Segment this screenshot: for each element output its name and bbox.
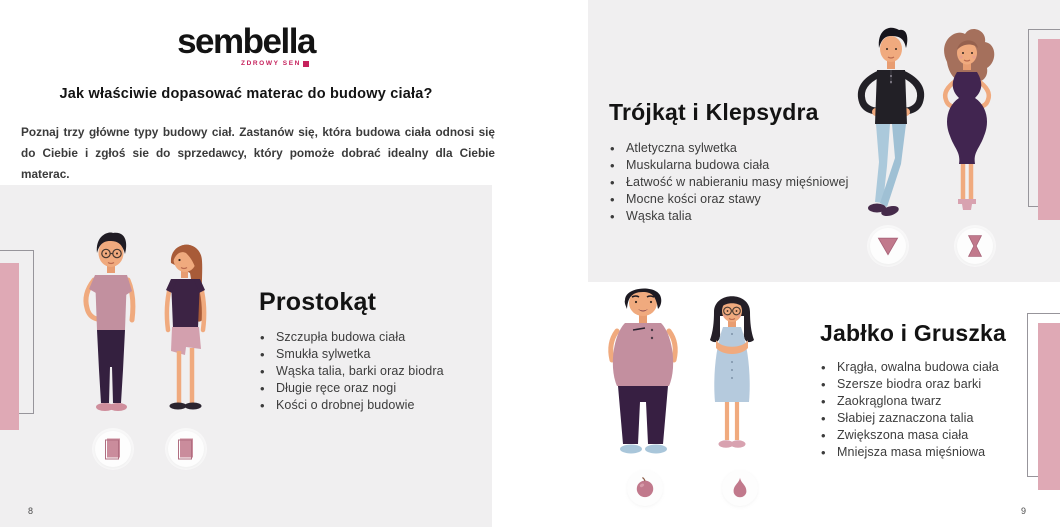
brand-tagline: ZDROWY SEN xyxy=(0,60,492,67)
bullet-item: • Szersze biodra oraz barki xyxy=(820,376,1050,393)
bullet-item: • Szczupła budowa ciała xyxy=(259,329,489,346)
hourglass-woman-illustration xyxy=(933,28,1003,220)
pear-shape-icon xyxy=(722,470,758,506)
bullet-item: • Krągła, owalna budowa ciała xyxy=(820,359,1050,376)
apple-shape-icon xyxy=(627,470,663,506)
slim-woman-illustration xyxy=(155,235,217,425)
bullet-item: • Smukła sylwetka xyxy=(259,346,489,363)
bullet-item: • Atletyczna sylwetka xyxy=(609,140,879,157)
section-bullet-list xyxy=(259,329,489,414)
bullet-item: • Wąska talia xyxy=(609,208,879,225)
hourglass-shape-icon xyxy=(957,228,993,264)
section-title: Jabłko i Gruszka xyxy=(820,320,1006,346)
section-jablko-gruszka xyxy=(820,320,1050,461)
rectangle-shape-icon xyxy=(95,431,131,467)
section-title: Trójkąt i Klepsydra xyxy=(609,99,819,125)
section-trojkat-klepsydra xyxy=(609,99,879,225)
bullet-item: • Mocne kości oraz stawy xyxy=(609,191,879,208)
left-edge-pink-rect xyxy=(0,263,19,430)
section-bullet-list xyxy=(609,140,879,225)
main-heading: Jak właściwie dopasować materac do budowy ciała? xyxy=(59,85,433,102)
bullet-item: • Wąska talia, barki oraz biodra xyxy=(259,363,489,380)
brand-name: sembella xyxy=(177,22,315,61)
bullet-item: • Łatwość w nabieraniu masy mięśniowej xyxy=(609,174,879,191)
page-number-right: 9 xyxy=(1021,506,1027,516)
athletic-man-illustration xyxy=(849,26,933,222)
page-number-left: 8 xyxy=(28,506,34,516)
bullet-item: • Zwiększona masa ciała xyxy=(820,427,1050,444)
brand-logo xyxy=(0,24,492,67)
bullet-item: • Słabiej zaznaczona talia xyxy=(820,410,1050,427)
bullet-item: • Muskularna budowa ciała xyxy=(609,157,879,174)
bullet-item: • Zaokrąglona twarz xyxy=(820,393,1050,410)
right-top-pink-rect xyxy=(1038,39,1060,220)
intro-paragraph: Poznaj trzy główne typy budowy ciał. Zastanów się, która budowa ciała odnosi się do Ciebie i zgłoś sie do sprzedawcy, który pomoże dobrać idealny dla Ciebie materac. xyxy=(21,124,495,181)
rectangle-shape-icon xyxy=(168,431,204,467)
slim-man-illustration xyxy=(80,230,142,422)
bullet-item: • Mniejsza masa mięśniowa xyxy=(820,444,1050,461)
section-prostokat xyxy=(259,288,489,414)
bullet-item: • Długie ręce oraz nogi xyxy=(259,380,489,397)
bullet-item: • Kości o drobnej budowie xyxy=(259,397,489,414)
pear-woman-illustration xyxy=(704,288,764,466)
apple-man-illustration xyxy=(601,283,685,469)
inverted-triangle-shape-icon xyxy=(870,228,906,264)
section-title: Prostokąt xyxy=(259,288,377,316)
brand-square-icon xyxy=(303,61,309,67)
section-bullet-list xyxy=(820,359,1050,461)
